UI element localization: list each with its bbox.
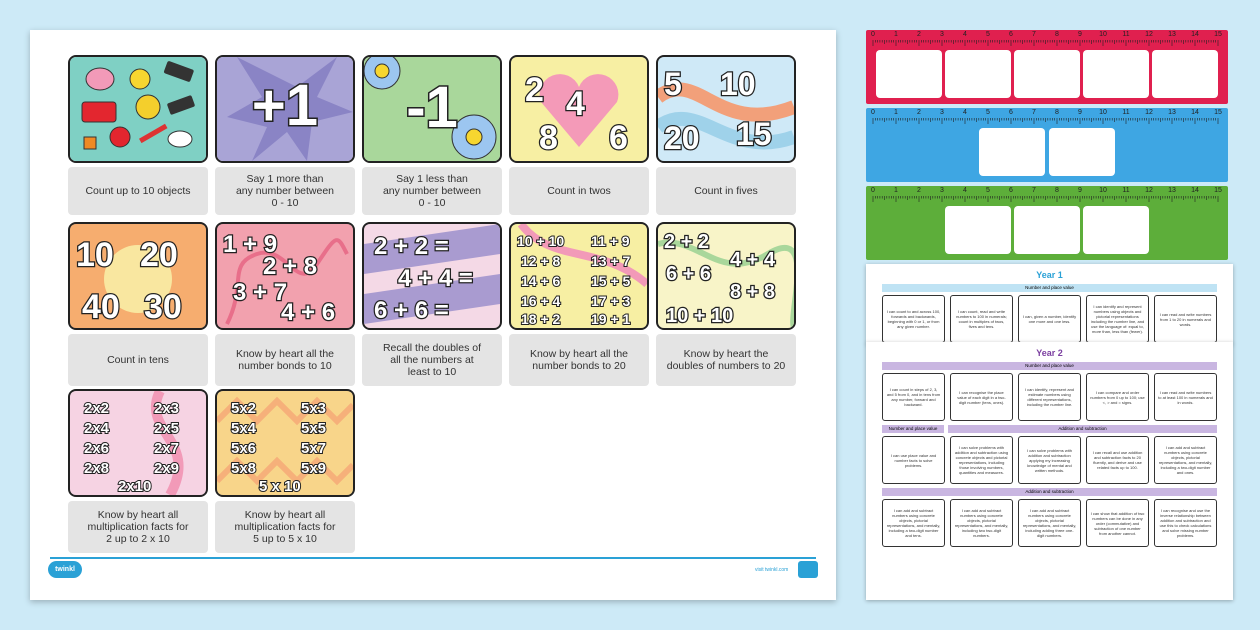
ruler-tick-label: 12 xyxy=(1145,187,1153,194)
footer-divider xyxy=(50,557,816,559)
svg-text:2x4: 2x4 xyxy=(84,420,110,437)
ruler-tick-label: 15 xyxy=(1214,109,1222,116)
ruler-box[interactable] xyxy=(1014,50,1080,98)
svg-text:5x8: 5x8 xyxy=(231,460,257,477)
ruler-tick-label: 9 xyxy=(1078,187,1082,194)
ruler-tick-label: 10 xyxy=(1099,109,1107,116)
card-caption: Know by heart all the number bonds to 20 xyxy=(509,334,649,386)
svg-text:2x9: 2x9 xyxy=(154,460,180,477)
ruler-tick-label: 14 xyxy=(1191,31,1199,38)
doubles-20-picture xyxy=(656,222,796,330)
svg-text:12 + 8: 12 + 8 xyxy=(521,253,561,269)
year1-title: Year 1 xyxy=(1036,270,1063,280)
svg-text:6 + 6: 6 + 6 xyxy=(666,263,712,285)
svg-text:4: 4 xyxy=(566,85,585,123)
svg-text:5x6: 5x6 xyxy=(231,440,257,457)
card-one-more[interactable] xyxy=(215,55,355,215)
ruler-blue xyxy=(866,108,1228,182)
svg-text:30: 30 xyxy=(144,288,182,326)
times-5-picture xyxy=(215,389,355,497)
objective-card: I can add and subtract numbers using concrete objects, pictorial representations, and mentally, including a two-digit number and tens. xyxy=(882,499,945,547)
svg-text:2x10: 2x10 xyxy=(118,478,152,495)
card-caption: Count up to 10 objects xyxy=(68,167,208,215)
ruler-red xyxy=(866,30,1228,104)
ruler-box[interactable] xyxy=(1152,50,1218,98)
year2-section: Addition and subtraction xyxy=(882,488,1217,496)
fives-picture xyxy=(656,55,796,163)
ruler-tick-label: 8 xyxy=(1055,187,1059,194)
ruler-tick-label: 15 xyxy=(1214,31,1222,38)
objective-card: I can read and write numbers from 1 to 20 in numerals and words. xyxy=(1154,295,1217,343)
svg-text:5x4: 5x4 xyxy=(231,420,257,437)
card-caption: Know by heart all multiplication facts for 2 up to 2 x 10 xyxy=(68,501,208,553)
card-doubles-20[interactable] xyxy=(656,222,796,386)
ruler-tick-label: 8 xyxy=(1055,109,1059,116)
ruler-tick-label: 10 xyxy=(1099,187,1107,194)
plus-one-picture xyxy=(215,55,355,163)
svg-text:4 + 4 =: 4 + 4 = xyxy=(398,265,473,292)
svg-text:14 + 6: 14 + 6 xyxy=(521,273,561,289)
ruler-tick-label: 7 xyxy=(1032,109,1036,116)
svg-text:19 + 1: 19 + 1 xyxy=(591,311,631,327)
svg-text:6 + 6 =: 6 + 6 = xyxy=(374,297,449,324)
svg-text:16 + 4: 16 + 4 xyxy=(521,293,561,309)
card-caption: Count in fives xyxy=(656,167,796,215)
svg-text:13 + 7: 13 + 7 xyxy=(591,253,631,269)
ruler-tick-label: 6 xyxy=(1009,187,1013,194)
objective-card: I can recall and use addition and subtraction facts to 20 fluently, and derive and use related facts up to 100. xyxy=(1086,436,1149,484)
objective-card: I can use place value and number facts to solve problems. xyxy=(882,436,945,484)
svg-text:11 + 9: 11 + 9 xyxy=(591,233,630,249)
ruler-tick-label: 9 xyxy=(1078,109,1082,116)
card-doubles-10[interactable] xyxy=(362,222,502,386)
card-count-objects[interactable] xyxy=(68,55,208,215)
svg-text:20: 20 xyxy=(664,120,700,156)
svg-text:8 + 8: 8 + 8 xyxy=(730,281,776,303)
ruler-tick-label: 3 xyxy=(940,187,944,194)
objective-card: I can solve problems with addition and subtraction applying my increasing knowledge of mental and written methods. xyxy=(1018,436,1081,484)
svg-text:2x7: 2x7 xyxy=(154,440,180,457)
objective-card: I can recognise and use the inverse relationship between addition and subtraction and use this to check calculations and solve missing number problems. xyxy=(1154,499,1217,547)
ruler-tick-label: 13 xyxy=(1168,31,1176,38)
objective-card: I can show that addition of two numbers can be done in any order (commutative) and subtraction of one number from another cannot. xyxy=(1086,499,1149,547)
svg-text:2x6: 2x6 xyxy=(84,440,110,457)
year2-section: Number and place value xyxy=(882,425,944,433)
ruler-tick-label: 0 xyxy=(871,31,875,38)
card-bonds-20[interactable] xyxy=(509,222,649,386)
year1-page xyxy=(866,264,1233,344)
svg-text:10: 10 xyxy=(720,66,756,102)
card-caption: Count in tens xyxy=(68,334,208,386)
ruler-tick-label: 13 xyxy=(1168,187,1176,194)
svg-text:2 + 8: 2 + 8 xyxy=(263,253,318,280)
plus-one-text: +1 xyxy=(251,73,319,138)
year2-section: Number and place value xyxy=(882,362,1217,370)
ruler-tick-label: 6 xyxy=(1009,109,1013,116)
card-one-less[interactable] xyxy=(362,55,502,215)
ruler-tick-label: 11 xyxy=(1122,187,1130,194)
svg-text:2 + 2 =: 2 + 2 = xyxy=(374,233,449,260)
card-times-5[interactable] xyxy=(215,389,355,553)
card-caption: Know by heart all multiplication facts for 5 up to 5 x 10 xyxy=(215,501,355,553)
objective-card: I can identify and represent numbers using objects and pictorial representations including the number line, and use the language of: equal to, more than, less than (fewer). xyxy=(1086,295,1149,343)
main-sheet xyxy=(30,30,836,600)
svg-text:2: 2 xyxy=(525,71,544,109)
ruler-tick-label: 14 xyxy=(1191,109,1199,116)
card-caption: Say 1 more than any number between 0 - 10 xyxy=(215,167,355,215)
svg-text:5: 5 xyxy=(664,66,682,102)
ruler-tick-label: 0 xyxy=(871,109,875,116)
objective-card: I can add and subtract numbers using concrete objects, pictorial representations, and mentally, including two two-digit numbers. xyxy=(950,499,1013,547)
ruler-tick-label: 4 xyxy=(963,187,967,194)
objective-card: I can recognise the place value of each digit in a two-digit number (tens, ones). xyxy=(950,373,1013,421)
ruler-tick-label: 1 xyxy=(894,31,898,38)
ruler-tick-label: 4 xyxy=(963,109,967,116)
ruler-tick-label: 2 xyxy=(917,187,921,194)
svg-text:15 + 5: 15 + 5 xyxy=(591,273,631,289)
ruler-tick-label: 12 xyxy=(1145,109,1153,116)
year2-page xyxy=(866,342,1233,600)
svg-text:10: 10 xyxy=(76,236,114,274)
ruler-tick-label: 4 xyxy=(963,31,967,38)
svg-text:40: 40 xyxy=(82,288,120,326)
svg-text:5x5: 5x5 xyxy=(301,420,327,437)
counting-objects-picture xyxy=(68,55,208,163)
card-times-2[interactable] xyxy=(68,389,208,553)
ruler-box[interactable] xyxy=(1014,206,1080,254)
footer-url[interactable]: visit twinkl.com xyxy=(755,567,789,573)
ruler-tick-label: 5 xyxy=(986,187,990,194)
minus-one-picture xyxy=(362,55,502,163)
svg-text:4 + 6: 4 + 6 xyxy=(281,299,336,326)
ruler-tick-label: 2 xyxy=(917,31,921,38)
objective-card: I can count to and across 100, forwards and backwards, beginning with 0 or 1, or from any given number. xyxy=(882,295,945,343)
ruler-tick-label: 5 xyxy=(986,109,990,116)
objective-card: I can solve problems with addition and subtraction using concrete objects and pictorial representations, including those involving numbers, quantities and measures. xyxy=(950,436,1013,484)
objective-card: I can read and write numbers to at least 100 in numerals and in words. xyxy=(1154,373,1217,421)
ruler-box[interactable] xyxy=(1083,206,1149,254)
svg-text:15: 15 xyxy=(736,116,772,152)
objective-card: I can count, read and write numbers to 100 in numerals; count in multiples of twos, fives and tens. xyxy=(950,295,1013,343)
ruler-box[interactable] xyxy=(1083,50,1149,98)
bonds-20-picture xyxy=(509,222,649,330)
objective-card: I can add and subtract numbers using concrete objects, pictorial representations, and mentally, including a two-digit number and ones. xyxy=(1154,436,1217,484)
ruler-tick-label: 5 xyxy=(986,31,990,38)
ruler-tick-label: 2 xyxy=(917,109,921,116)
card-caption: Know by heart all the number bonds to 10 xyxy=(215,334,355,386)
ruler-green xyxy=(866,186,1228,260)
svg-text:5x2: 5x2 xyxy=(231,400,257,417)
svg-text:5x7: 5x7 xyxy=(301,440,327,457)
objective-card: I can identify, represent and estimate numbers using different representations, including the number line. xyxy=(1018,373,1081,421)
objective-card: I can add and subtract numbers using concrete objects, pictorial representations, and mentally, including adding three one-digit numbers. xyxy=(1018,499,1081,547)
year1-section: Number and place value xyxy=(882,284,1217,292)
ruler-tick-label: 13 xyxy=(1168,109,1176,116)
objective-card: I can count in steps of 2, 3, and 5 from 0, and in tens from any number, forward and backward. xyxy=(882,373,945,421)
objective-card: I can compare and order numbers from 0 up to 100; use <, > and = signs. xyxy=(1086,373,1149,421)
ruler-box[interactable] xyxy=(876,50,942,98)
ruler-tick-label: 3 xyxy=(940,31,944,38)
qr-badge-icon xyxy=(798,561,818,578)
times-2-picture xyxy=(68,389,208,497)
card-caption: Recall the doubles of all the numbers at least to 10 xyxy=(362,334,502,386)
ruler-box[interactable] xyxy=(945,50,1011,98)
card-caption: Say 1 less than any number between 0 - 10 xyxy=(362,167,502,215)
year2-title: Year 2 xyxy=(1036,348,1063,358)
card-count-fives[interactable] xyxy=(656,55,796,215)
ruler-box[interactable] xyxy=(1049,128,1115,176)
svg-text:8: 8 xyxy=(539,119,558,157)
ruler-box[interactable] xyxy=(979,128,1045,176)
svg-text:10 + 10: 10 + 10 xyxy=(666,305,734,327)
ruler-tick-label: 11 xyxy=(1122,109,1130,116)
objective-card: I can, given a number, identify one more and one less. xyxy=(1018,295,1081,343)
svg-text:5x3: 5x3 xyxy=(301,400,327,417)
svg-text:17 + 3: 17 + 3 xyxy=(591,293,631,309)
svg-text:2 + 2: 2 + 2 xyxy=(664,231,710,253)
svg-text:3 + 7: 3 + 7 xyxy=(233,279,288,306)
svg-text:2x8: 2x8 xyxy=(84,460,110,477)
svg-text:10 + 10: 10 + 10 xyxy=(517,233,565,249)
svg-text:4 + 4: 4 + 4 xyxy=(730,249,776,271)
ruler-tick-label: 15 xyxy=(1214,187,1222,194)
svg-text:2x5: 2x5 xyxy=(154,420,180,437)
svg-text:20: 20 xyxy=(140,236,178,274)
ruler-tick-label: 7 xyxy=(1032,187,1036,194)
ruler-tick-label: 9 xyxy=(1078,31,1082,38)
year2-section: Addition and subtraction xyxy=(948,425,1217,433)
ruler-tick-label: 7 xyxy=(1032,31,1036,38)
ruler-tick-label: 14 xyxy=(1191,187,1199,194)
twinkl-logo: twinkl xyxy=(48,561,82,578)
ruler-box[interactable] xyxy=(945,206,1011,254)
bonds-10-picture xyxy=(215,222,355,330)
ruler-tick-label: 11 xyxy=(1122,31,1130,38)
svg-text:18 + 2: 18 + 2 xyxy=(521,311,561,327)
svg-text:5 x 10: 5 x 10 xyxy=(259,478,301,495)
ruler-tick-label: 1 xyxy=(894,187,898,194)
card-count-tens[interactable] xyxy=(68,222,208,386)
svg-text:2x2: 2x2 xyxy=(84,400,110,417)
card-caption: Know by heart the doubles of numbers to 20 xyxy=(656,334,796,386)
twos-picture xyxy=(509,55,649,163)
svg-text:6: 6 xyxy=(609,119,628,157)
ruler-tick-label: 8 xyxy=(1055,31,1059,38)
svg-text:5x9: 5x9 xyxy=(301,460,327,477)
minus-one-text: -1 xyxy=(406,75,458,140)
ruler-tick-label: 1 xyxy=(894,109,898,116)
ruler-tick-label: 10 xyxy=(1099,31,1107,38)
ruler-tick-label: 3 xyxy=(940,109,944,116)
doubles-10-picture xyxy=(362,222,502,330)
ruler-tick-label: 0 xyxy=(871,187,875,194)
card-count-twos[interactable] xyxy=(509,55,649,215)
card-bonds-10[interactable] xyxy=(215,222,355,386)
ruler-tick-label: 6 xyxy=(1009,31,1013,38)
tens-picture xyxy=(68,222,208,330)
ruler-tick-label: 12 xyxy=(1145,31,1153,38)
svg-text:1 + 9: 1 + 9 xyxy=(223,231,278,258)
svg-text:2x3: 2x3 xyxy=(154,400,180,417)
card-caption: Count in twos xyxy=(509,167,649,215)
